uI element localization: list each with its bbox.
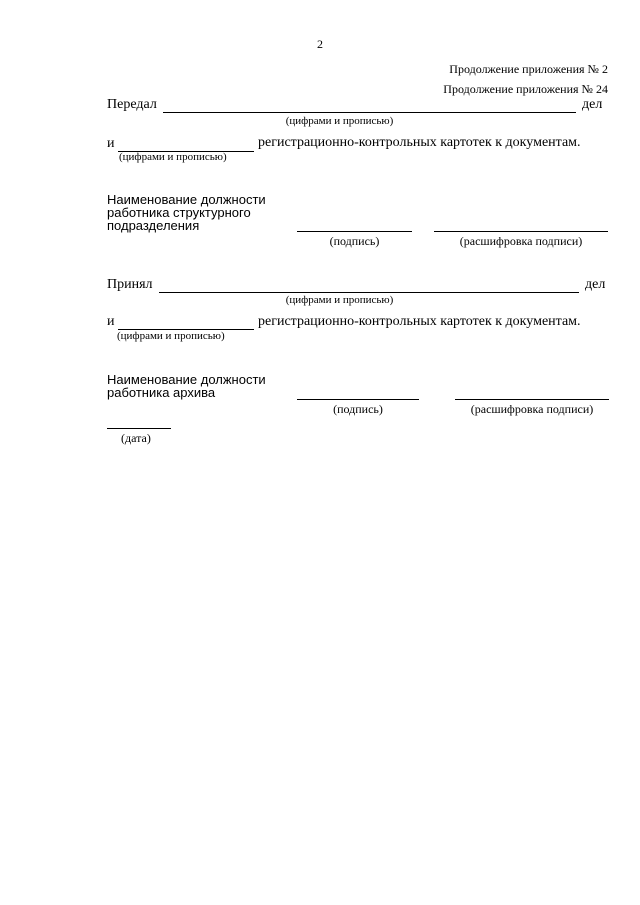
passed-signature-line[interactable] bbox=[297, 231, 412, 232]
passed-decoding-line[interactable] bbox=[434, 231, 608, 232]
accepted-cases-word: дел bbox=[585, 277, 606, 292]
accepted-position-line-1: Наименование должности bbox=[107, 372, 266, 387]
passed-cards-text: регистрационно-контрольных картотек к документам. bbox=[258, 135, 581, 150]
passed-cases-word: дел bbox=[582, 97, 603, 112]
accepted-cases-line[interactable] bbox=[159, 292, 579, 293]
page-number: 2 bbox=[317, 37, 323, 51]
passed-position-line-2: работника структурного bbox=[107, 205, 251, 220]
passed-position-line-1: Наименование должности bbox=[107, 192, 266, 207]
passed-decoding-hint: (расшифровка подписи) bbox=[459, 234, 583, 248]
passed-and-word: и bbox=[107, 136, 115, 151]
passed-cases-line[interactable] bbox=[163, 112, 576, 113]
accepted-and-word: и bbox=[107, 314, 115, 329]
continuation-note-2: Продолжение приложения № 24 bbox=[443, 82, 608, 96]
accepted-signature-line[interactable] bbox=[297, 399, 419, 400]
accepted-cards-text: регистрационно-контрольных картотек к документам. bbox=[258, 314, 581, 329]
accepted-digits-hint: (цифрами и прописью) bbox=[285, 294, 394, 306]
continuation-note-1: Продолжение приложения № 2 bbox=[449, 62, 608, 76]
accepted-decoding-line[interactable] bbox=[455, 399, 609, 400]
accepted-position-line-2: работника архива bbox=[107, 385, 216, 400]
passed-label: Передал bbox=[107, 97, 157, 112]
passed-signature-hint: (подпись) bbox=[329, 234, 380, 248]
passed-position-line-3: подразделения bbox=[107, 218, 200, 233]
date-line[interactable] bbox=[107, 428, 171, 429]
accepted-cards-digits-hint: (цифрами и прописью) bbox=[117, 330, 225, 342]
passed-digits-hint: (цифрами и прописью) bbox=[285, 115, 394, 127]
accepted-label: Принял bbox=[107, 277, 153, 292]
accepted-decoding-hint: (расшифровка подписи) bbox=[470, 402, 594, 416]
passed-cards-digits-hint: (цифрами и прописью) bbox=[119, 151, 227, 163]
accepted-signature-hint: (подпись) bbox=[333, 402, 383, 416]
date-hint: (дата) bbox=[121, 431, 151, 445]
